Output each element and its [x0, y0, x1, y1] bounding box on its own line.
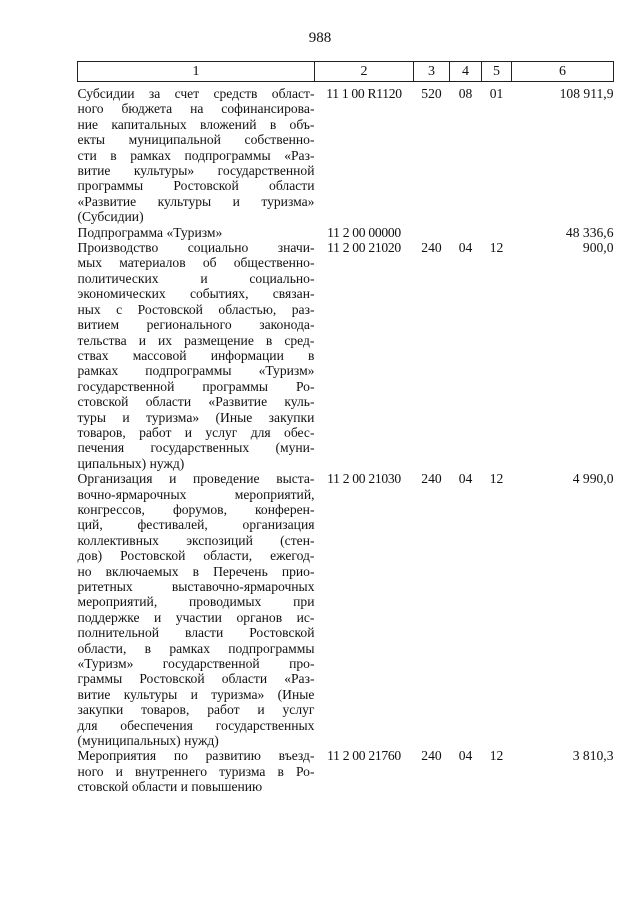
word: (Иные	[277, 686, 315, 702]
word: ного	[77, 763, 104, 779]
word: (Иные	[215, 409, 253, 425]
word: печения	[77, 440, 125, 456]
word: связан-	[272, 286, 315, 302]
row-name	[78, 748, 315, 794]
row-amount: 48 336,6	[565, 224, 614, 240]
row-name-line: ципальных) нужд)	[77, 455, 185, 471]
word: товаров,	[141, 702, 190, 718]
word: внутреннего	[134, 763, 208, 779]
word: в	[144, 640, 152, 656]
row-code: 11 1 00 R1120	[326, 86, 402, 101]
word: материалов	[119, 255, 186, 271]
word: витие	[77, 686, 111, 702]
word: культуры	[157, 193, 212, 209]
word: их	[158, 332, 173, 348]
word: прио-	[281, 563, 315, 579]
row-name	[78, 471, 315, 748]
word: и	[190, 686, 198, 702]
row-name-line	[78, 625, 315, 640]
word: и	[184, 424, 193, 440]
row-name-line	[78, 117, 315, 132]
row-name-line	[78, 564, 315, 579]
word: власти	[184, 625, 224, 641]
word: полнительной	[77, 625, 160, 641]
word: на	[190, 101, 204, 117]
word: фестивалей,	[137, 517, 208, 533]
word: закупки	[268, 409, 315, 425]
row-col-4	[450, 225, 482, 240]
word: туризма	[219, 763, 266, 779]
word: по	[173, 748, 188, 764]
row-name-line	[78, 764, 315, 779]
word: организация	[242, 517, 315, 533]
word: государственной	[162, 656, 260, 672]
word: в	[269, 116, 277, 132]
word: ных	[77, 301, 101, 317]
row-amount: 900,0	[582, 240, 614, 256]
table-row	[78, 748, 614, 794]
word: развитию	[205, 748, 261, 764]
row-name-line	[78, 471, 315, 486]
word: событиях,	[189, 286, 249, 302]
word: выста-	[276, 471, 315, 487]
word: Мероприятия	[77, 748, 157, 764]
word: но	[77, 563, 92, 579]
word: «Раз-	[284, 147, 315, 163]
word: «Туризм»	[77, 656, 134, 672]
row-name-line	[78, 748, 315, 763]
word: и	[115, 763, 123, 779]
budget-table	[77, 61, 614, 795]
word: и	[154, 609, 162, 625]
row-code: 11 2 00 21030	[327, 471, 401, 487]
word: про-	[289, 656, 315, 672]
row-name-line	[78, 702, 315, 717]
column-header-4: 4	[450, 62, 482, 82]
word: социально	[187, 240, 249, 256]
word: ного	[77, 101, 104, 117]
row-col-5	[482, 225, 512, 240]
word: для	[250, 424, 271, 440]
word: культуры	[123, 686, 178, 702]
word: выставочно-ярмарочных	[171, 579, 315, 594]
word: и	[122, 409, 130, 425]
word: в	[192, 563, 200, 579]
row-name-line	[78, 502, 315, 517]
word: объ-	[289, 116, 315, 132]
word: подпрограммы	[184, 147, 271, 163]
word: ние	[77, 116, 99, 132]
word: государственной	[217, 163, 315, 179]
word: в	[277, 763, 284, 779]
word: и	[257, 702, 265, 718]
word: вочно-ярмарочных	[77, 486, 187, 502]
row-name-line	[78, 363, 315, 378]
word: для	[77, 717, 98, 733]
row-col-3: 240	[421, 471, 442, 487]
table-row	[78, 82, 614, 225]
word: информации	[210, 347, 284, 363]
word: туризма»	[261, 193, 315, 209]
word: въезд-	[278, 748, 315, 764]
word: экспозиций	[186, 532, 253, 548]
row-name-line: Подпрограмма «Туризм»	[77, 224, 223, 240]
word: размещение	[184, 332, 254, 348]
word: туризма»	[211, 686, 265, 702]
word: включаемых	[105, 563, 179, 579]
word: раз-	[291, 301, 315, 317]
word: стовской	[77, 394, 129, 410]
word: закупки	[77, 702, 124, 718]
word: куль-	[284, 394, 315, 410]
word: ритетных	[77, 579, 133, 594]
word: средств	[213, 86, 258, 101]
row-amount: 108 911,9	[559, 86, 614, 101]
row-col-5: 12	[489, 471, 504, 487]
word: коллективных	[77, 532, 159, 548]
word: и	[232, 193, 240, 209]
row-col-3: 240	[421, 748, 442, 764]
word: областью,	[218, 301, 277, 317]
row-name-line	[78, 348, 315, 363]
word: подпрограммы	[145, 363, 232, 379]
word: вложений	[199, 116, 257, 132]
word: Субсидии	[77, 86, 135, 101]
word: области	[145, 394, 192, 410]
word: работ	[139, 424, 172, 440]
word: рамках	[130, 147, 171, 163]
word: туризма»	[146, 409, 200, 425]
row-name-line	[78, 610, 315, 625]
word: Ростовской	[173, 178, 239, 194]
row-name-line	[78, 148, 315, 163]
row-name-line: (Субсидии)	[77, 209, 144, 225]
word: витие	[77, 163, 111, 179]
word: капитальных	[111, 116, 187, 132]
word: сти	[77, 147, 97, 163]
word: в	[308, 347, 315, 363]
word: конгрессов,	[77, 501, 145, 517]
word: счет	[174, 86, 200, 101]
row-name-line	[78, 410, 315, 425]
row-code: 11 2 00 21760	[327, 748, 401, 764]
word: государственной	[77, 378, 175, 394]
row-col-3: 520	[421, 86, 442, 101]
row-name-line	[78, 302, 315, 317]
word: об	[202, 255, 217, 271]
word: Ро-	[295, 378, 315, 394]
word: собственно-	[244, 132, 315, 148]
row-col-5: 12	[489, 748, 504, 764]
word: «Раз-	[284, 671, 315, 687]
word: област-	[271, 86, 315, 101]
word: работ	[207, 702, 240, 718]
word: и	[200, 270, 208, 286]
word: за	[148, 86, 161, 101]
row-col-5: 12	[489, 240, 504, 256]
word: социально-	[249, 270, 315, 286]
word: в	[265, 332, 273, 348]
word: услуг	[282, 702, 315, 718]
word: законода-	[259, 317, 315, 333]
word: государственных	[150, 440, 250, 456]
word: муниципальной	[128, 132, 221, 148]
word: политических	[77, 270, 159, 286]
row-code: 11 2 00 21020	[327, 240, 401, 256]
row-name-line	[78, 240, 315, 255]
row-name-line	[78, 255, 315, 270]
word: услуг	[205, 424, 238, 440]
row-name-line	[78, 317, 315, 332]
word: ствах	[77, 347, 109, 363]
word: области,	[77, 640, 127, 656]
word: общественно-	[233, 255, 315, 271]
row-name-line	[78, 286, 315, 301]
table-row	[78, 240, 614, 471]
row-amount: 4 990,0	[572, 471, 614, 487]
word: мых	[77, 255, 103, 271]
row-name-line	[78, 594, 315, 609]
word: бюджета	[121, 101, 173, 117]
table-header-row	[78, 62, 614, 82]
word: товаров,	[77, 424, 126, 440]
table-row	[78, 225, 614, 240]
row-col-3	[414, 225, 450, 240]
word: культуры»	[133, 163, 195, 179]
row-name	[78, 225, 315, 240]
row-col-4: 04	[458, 748, 473, 764]
word: Ростовской	[120, 548, 186, 564]
word: экономических	[77, 286, 166, 302]
word: государственных	[215, 717, 315, 733]
row-name-line	[78, 641, 315, 656]
word: подпрограммы	[228, 640, 315, 656]
row-name-line	[78, 194, 315, 209]
row-name-line	[78, 671, 315, 686]
word: мероприятий,	[77, 594, 158, 610]
word: и	[169, 471, 177, 487]
word: дов)	[77, 548, 103, 564]
row-name-line	[78, 271, 315, 286]
word: (муни-	[275, 440, 315, 456]
column-header-2: 2	[315, 62, 414, 82]
word: и	[138, 332, 147, 348]
word: «Развитие	[77, 193, 137, 209]
word: значи-	[277, 240, 315, 256]
word: участии	[175, 609, 222, 625]
page-number: 988	[308, 30, 332, 46]
row-name-line	[78, 579, 315, 594]
word: граммы	[77, 671, 123, 687]
row-name-line	[78, 101, 315, 116]
row-name-line	[78, 687, 315, 702]
word: сред-	[284, 332, 315, 348]
word: регионального	[146, 317, 232, 333]
row-name-line	[78, 425, 315, 440]
word: тельства	[77, 332, 127, 348]
column-header-3: 3	[414, 62, 450, 82]
word: области	[221, 671, 268, 687]
row-col-5: 01	[489, 86, 504, 101]
row-name-line	[78, 178, 315, 193]
word: форумов,	[172, 501, 227, 517]
word: ис-	[296, 609, 315, 625]
row-name-line	[78, 548, 315, 563]
word: конферен-	[255, 501, 315, 517]
row-col-4: 08	[458, 86, 473, 101]
word: массовой	[132, 347, 187, 363]
word: екты	[77, 132, 106, 148]
row-name-line	[78, 487, 315, 502]
word: области	[269, 178, 315, 194]
row-name	[78, 82, 315, 225]
word: рамках	[77, 363, 119, 379]
word: программы	[77, 178, 144, 194]
row-name-line	[78, 379, 315, 394]
row-name-line	[78, 718, 315, 733]
word: органов	[236, 609, 283, 625]
row-name-line	[78, 533, 315, 548]
row-amount: 3 810,3	[572, 748, 614, 764]
row-name-line	[78, 132, 315, 147]
word: в	[110, 147, 117, 163]
row-name-line	[78, 517, 315, 532]
word: при	[293, 594, 315, 610]
row-name-line	[78, 163, 315, 178]
row-code: 11 2 00 00000	[327, 224, 401, 240]
word: софинансирова-	[221, 101, 315, 117]
word: Организация	[77, 471, 153, 487]
word: проводимых	[189, 594, 262, 610]
word: «Развитие	[208, 394, 268, 410]
row-name	[78, 240, 315, 471]
word: обес-	[284, 424, 315, 440]
word: мероприятий,	[234, 486, 315, 502]
word: Ростовской	[139, 671, 205, 687]
row-name-line	[78, 440, 315, 455]
row-name-line: (муниципальных) нужд)	[77, 733, 219, 749]
row-col-3: 240	[421, 240, 442, 256]
word: «Туризм»	[258, 363, 315, 379]
word: Ростовской	[249, 625, 315, 641]
row-name-line	[78, 656, 315, 671]
table-body	[78, 82, 614, 795]
word: витием	[77, 317, 120, 333]
word: поддержке	[77, 609, 140, 625]
row-name-line	[78, 333, 315, 348]
word: рамках	[169, 640, 210, 656]
word: программы	[202, 378, 268, 394]
word: (стен-	[280, 532, 315, 548]
word: Ростовской	[137, 301, 203, 317]
word: Производство	[77, 240, 159, 256]
row-name-line	[78, 86, 315, 101]
word: с	[116, 301, 123, 317]
word: ций,	[77, 517, 103, 533]
table-row	[78, 471, 614, 748]
word: туры	[77, 409, 106, 425]
word: обеспечения	[120, 717, 193, 733]
row-col-4: 04	[458, 240, 473, 256]
word: ежегод-	[270, 548, 315, 564]
word: области,	[203, 548, 253, 564]
column-header-5: 5	[482, 62, 512, 82]
column-header-1: 1	[78, 62, 315, 82]
row-name-line	[78, 394, 315, 409]
column-header-6: 6	[512, 62, 614, 82]
word: Ро-	[295, 763, 315, 779]
word: Перечень	[213, 563, 268, 579]
word: проведение	[192, 471, 260, 487]
row-name-line: стовской области и повышению	[77, 779, 263, 795]
row-col-4: 04	[458, 471, 473, 487]
